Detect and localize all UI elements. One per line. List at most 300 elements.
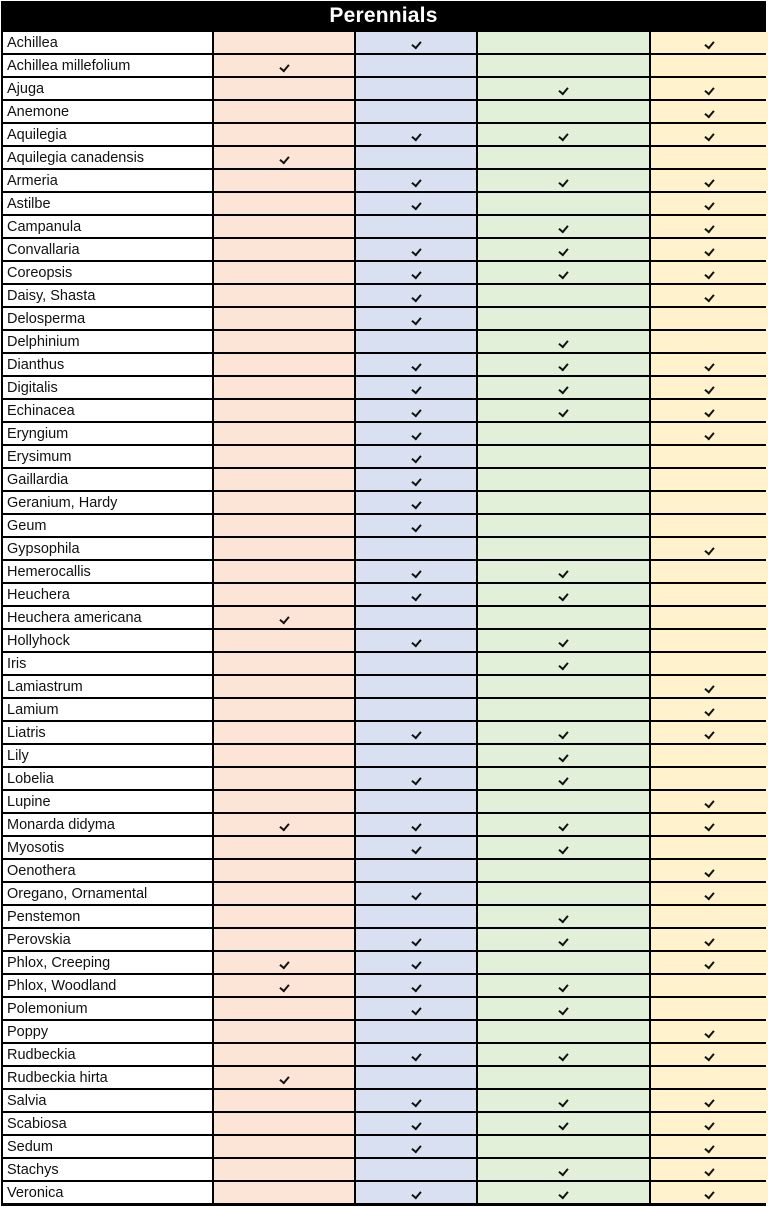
table-row <box>1 1021 766 1042</box>
check-cell-col-4 <box>651 423 768 444</box>
checkmark-icon <box>279 61 289 72</box>
table-row <box>1 101 766 122</box>
check-cell-col-3 <box>478 676 649 697</box>
check-cell-col-1 <box>214 124 354 145</box>
checkmark-icon <box>704 1119 714 1130</box>
plant-name-cell: Perovskia <box>3 929 212 950</box>
table-row <box>1 883 766 904</box>
checkmark-icon <box>279 1073 289 1084</box>
table-row <box>1 584 766 605</box>
checkmark-icon <box>558 130 568 141</box>
checkmark-icon <box>411 636 421 647</box>
checkmark-icon <box>704 820 714 831</box>
check-cell-col-4 <box>651 331 768 352</box>
table-row <box>1 32 766 53</box>
check-cell-col-3 <box>478 1090 649 1111</box>
table-row <box>1 1113 766 1134</box>
table-row <box>1 423 766 444</box>
table-row <box>1 1044 766 1065</box>
checkmark-icon <box>704 383 714 394</box>
check-cell-col-2 <box>356 377 476 398</box>
table-row <box>1 538 766 559</box>
check-cell-col-1 <box>214 32 354 53</box>
checkmark-icon <box>558 245 568 256</box>
check-cell-col-2 <box>356 952 476 973</box>
checkmark-icon <box>558 728 568 739</box>
plant-name-cell: Rudbeckia hirta <box>3 1067 212 1088</box>
plant-name-cell: Scabiosa <box>3 1113 212 1134</box>
plant-name-cell: Phlox, Woodland <box>3 975 212 996</box>
check-cell-col-3 <box>478 975 649 996</box>
plant-name-cell: Campanula <box>3 216 212 237</box>
check-cell-col-1 <box>214 1021 354 1042</box>
check-cell-col-1 <box>214 584 354 605</box>
check-cell-col-3 <box>478 883 649 904</box>
checkmark-icon <box>704 1188 714 1199</box>
table-row <box>1 1067 766 1088</box>
table-row <box>1 1182 766 1203</box>
check-cell-col-1 <box>214 400 354 421</box>
plant-name-cell: Eryngium <box>3 423 212 444</box>
checkmark-icon <box>558 636 568 647</box>
check-cell-col-3 <box>478 308 649 329</box>
table-row <box>1 239 766 260</box>
check-cell-col-1 <box>214 906 354 927</box>
checkmark-icon <box>411 176 421 187</box>
check-cell-col-2 <box>356 147 476 168</box>
table-row <box>1 952 766 973</box>
table-row <box>1 400 766 421</box>
check-cell-col-1 <box>214 860 354 881</box>
plant-name-cell: Geum <box>3 515 212 536</box>
plant-name-cell: Stachys <box>3 1159 212 1180</box>
checkmark-icon <box>704 222 714 233</box>
check-cell-col-2 <box>356 860 476 881</box>
checkmark-icon <box>558 590 568 601</box>
check-cell-col-4 <box>651 170 768 191</box>
checkmark-icon <box>704 176 714 187</box>
check-cell-col-3 <box>478 722 649 743</box>
table-row <box>1 469 766 490</box>
check-cell-col-4 <box>651 492 768 513</box>
check-cell-col-2 <box>356 1044 476 1065</box>
check-cell-col-1 <box>214 1044 354 1065</box>
plant-name-cell: Sedum <box>3 1136 212 1157</box>
table-row <box>1 837 766 858</box>
table-title: Perennials <box>1 1 766 31</box>
check-cell-col-2 <box>356 998 476 1019</box>
table-row <box>1 929 766 950</box>
table-row <box>1 814 766 835</box>
plant-name-cell: Lamium <box>3 699 212 720</box>
checkmark-icon <box>704 429 714 440</box>
checkmark-icon <box>558 843 568 854</box>
check-cell-col-4 <box>651 837 768 858</box>
check-cell-col-1 <box>214 952 354 973</box>
check-cell-col-2 <box>356 561 476 582</box>
check-cell-col-3 <box>478 239 649 260</box>
table-row <box>1 630 766 651</box>
check-cell-col-4 <box>651 1113 768 1134</box>
plant-name-cell: Salvia <box>3 1090 212 1111</box>
checkmark-icon <box>279 958 289 969</box>
table-row <box>1 722 766 743</box>
check-cell-col-3 <box>478 952 649 973</box>
check-cell-col-4 <box>651 1021 768 1042</box>
check-cell-col-3 <box>478 607 649 628</box>
checkmark-icon <box>558 176 568 187</box>
check-cell-col-1 <box>214 55 354 76</box>
check-cell-col-4 <box>651 952 768 973</box>
check-cell-col-2 <box>356 331 476 352</box>
check-cell-col-2 <box>356 354 476 375</box>
check-cell-col-1 <box>214 607 354 628</box>
check-cell-col-4 <box>651 262 768 283</box>
plant-name-cell: Delphinium <box>3 331 212 352</box>
check-cell-col-1 <box>214 239 354 260</box>
check-cell-col-1 <box>214 975 354 996</box>
checkmark-icon <box>704 130 714 141</box>
check-cell-col-3 <box>478 1021 649 1042</box>
check-cell-col-1 <box>214 814 354 835</box>
check-cell-col-4 <box>651 538 768 559</box>
check-cell-col-4 <box>651 722 768 743</box>
check-cell-col-3 <box>478 101 649 122</box>
checkmark-icon <box>411 843 421 854</box>
check-cell-col-3 <box>478 400 649 421</box>
checkmark-icon <box>411 1004 421 1015</box>
check-cell-col-2 <box>356 308 476 329</box>
check-cell-col-3 <box>478 906 649 927</box>
plant-name-cell: Aquilegia <box>3 124 212 145</box>
check-cell-col-3 <box>478 331 649 352</box>
check-cell-col-2 <box>356 1067 476 1088</box>
check-cell-col-1 <box>214 561 354 582</box>
plant-name-cell: Phlox, Creeping <box>3 952 212 973</box>
check-cell-col-1 <box>214 78 354 99</box>
check-cell-col-4 <box>651 55 768 76</box>
check-cell-col-1 <box>214 446 354 467</box>
check-cell-col-1 <box>214 538 354 559</box>
check-cell-col-4 <box>651 32 768 53</box>
check-cell-col-2 <box>356 883 476 904</box>
check-cell-col-3 <box>478 745 649 766</box>
checkmark-icon <box>558 84 568 95</box>
check-cell-col-4 <box>651 929 768 950</box>
checkmark-icon <box>411 429 421 440</box>
check-cell-col-3 <box>478 561 649 582</box>
checkmark-icon <box>411 383 421 394</box>
check-cell-col-1 <box>214 354 354 375</box>
checkmark-icon <box>558 659 568 670</box>
check-cell-col-3 <box>478 469 649 490</box>
check-cell-col-2 <box>356 1136 476 1157</box>
table-row <box>1 860 766 881</box>
check-cell-col-2 <box>356 975 476 996</box>
plant-name-cell: Anemone <box>3 101 212 122</box>
check-cell-col-1 <box>214 1182 354 1203</box>
checkmark-icon <box>558 751 568 762</box>
check-cell-col-4 <box>651 584 768 605</box>
check-cell-col-4 <box>651 239 768 260</box>
check-cell-col-1 <box>214 423 354 444</box>
check-cell-col-4 <box>651 1067 768 1088</box>
table-row <box>1 147 766 168</box>
table-row <box>1 676 766 697</box>
checkmark-icon <box>704 866 714 877</box>
plant-name-cell: Veronica <box>3 1182 212 1203</box>
check-cell-col-3 <box>478 32 649 53</box>
checkmark-icon <box>704 889 714 900</box>
check-cell-col-4 <box>651 1159 768 1180</box>
check-cell-col-4 <box>651 193 768 214</box>
check-cell-col-2 <box>356 745 476 766</box>
table-row <box>1 768 766 789</box>
checkmark-icon <box>704 406 714 417</box>
table-row <box>1 377 766 398</box>
check-cell-col-4 <box>651 377 768 398</box>
plant-name-cell: Oregano, Ornamental <box>3 883 212 904</box>
check-cell-col-3 <box>478 423 649 444</box>
check-cell-col-3 <box>478 377 649 398</box>
check-cell-col-4 <box>651 745 768 766</box>
check-cell-col-4 <box>651 860 768 881</box>
checkmark-icon <box>411 130 421 141</box>
check-cell-col-3 <box>478 354 649 375</box>
checkmark-icon <box>411 1119 421 1130</box>
table-body <box>1 32 766 1205</box>
check-cell-col-2 <box>356 170 476 191</box>
checkmark-icon <box>558 935 568 946</box>
check-cell-col-1 <box>214 929 354 950</box>
checkmark-icon <box>558 912 568 923</box>
plant-name-cell: Geranium, Hardy <box>3 492 212 513</box>
plant-name-cell: Convallaria <box>3 239 212 260</box>
checkmark-icon <box>411 590 421 601</box>
check-cell-col-4 <box>651 883 768 904</box>
checkmark-icon <box>558 1096 568 1107</box>
checkmark-icon <box>411 1188 421 1199</box>
checkmark-icon <box>411 245 421 256</box>
checkmark-icon <box>704 84 714 95</box>
checkmark-icon <box>704 268 714 279</box>
checkmark-icon <box>704 107 714 118</box>
plant-name-cell: Gaillardia <box>3 469 212 490</box>
checkmark-icon <box>704 1027 714 1038</box>
checkmark-icon <box>411 452 421 463</box>
checkmark-icon <box>411 889 421 900</box>
check-cell-col-4 <box>651 216 768 237</box>
check-cell-col-4 <box>651 354 768 375</box>
table-row <box>1 55 766 76</box>
check-cell-col-1 <box>214 676 354 697</box>
check-cell-col-3 <box>478 147 649 168</box>
plant-name-cell: Daisy, Shasta <box>3 285 212 306</box>
check-cell-col-1 <box>214 216 354 237</box>
checkmark-icon <box>558 337 568 348</box>
perennials-table <box>1 1 766 1206</box>
checkmark-icon <box>411 291 421 302</box>
checkmark-icon <box>558 981 568 992</box>
plant-name-cell: Iris <box>3 653 212 674</box>
checkmark-icon <box>279 613 289 624</box>
checkmark-icon <box>411 406 421 417</box>
table-row <box>1 78 766 99</box>
check-cell-col-4 <box>651 791 768 812</box>
plant-name-cell: Erysimum <box>3 446 212 467</box>
checkmark-icon <box>558 360 568 371</box>
check-cell-col-2 <box>356 515 476 536</box>
table-row <box>1 285 766 306</box>
check-cell-col-3 <box>478 170 649 191</box>
check-cell-col-3 <box>478 285 649 306</box>
checkmark-icon <box>279 820 289 831</box>
check-cell-col-2 <box>356 423 476 444</box>
checkmark-icon <box>558 1004 568 1015</box>
check-cell-col-4 <box>651 400 768 421</box>
check-cell-col-2 <box>356 929 476 950</box>
check-cell-col-2 <box>356 768 476 789</box>
check-cell-col-3 <box>478 791 649 812</box>
table-row <box>1 653 766 674</box>
check-cell-col-2 <box>356 699 476 720</box>
check-cell-col-3 <box>478 1067 649 1088</box>
checkmark-icon <box>704 1142 714 1153</box>
plant-name-cell: Achillea millefolium <box>3 55 212 76</box>
checkmark-icon <box>558 222 568 233</box>
plant-name-cell: Heuchera <box>3 584 212 605</box>
check-cell-col-1 <box>214 1136 354 1157</box>
table-row <box>1 308 766 329</box>
plant-name-cell: Coreopsis <box>3 262 212 283</box>
check-cell-col-1 <box>214 377 354 398</box>
check-cell-col-4 <box>651 653 768 674</box>
plant-name-cell: Hemerocallis <box>3 561 212 582</box>
check-cell-col-4 <box>651 975 768 996</box>
plant-name-cell: Achillea <box>3 32 212 53</box>
plant-name-cell: Aquilegia canadensis <box>3 147 212 168</box>
checkmark-icon <box>411 958 421 969</box>
plant-name-cell: Digitalis <box>3 377 212 398</box>
checkmark-icon <box>411 935 421 946</box>
check-cell-col-3 <box>478 768 649 789</box>
check-cell-col-1 <box>214 1113 354 1134</box>
plant-name-cell: Oenothera <box>3 860 212 881</box>
checkmark-icon <box>704 1096 714 1107</box>
check-cell-col-2 <box>356 216 476 237</box>
checkmark-icon <box>411 728 421 739</box>
check-cell-col-1 <box>214 699 354 720</box>
check-cell-col-3 <box>478 1159 649 1180</box>
check-cell-col-4 <box>651 101 768 122</box>
check-cell-col-4 <box>651 768 768 789</box>
checkmark-icon <box>411 38 421 49</box>
check-cell-col-3 <box>478 837 649 858</box>
check-cell-col-4 <box>651 561 768 582</box>
check-cell-col-2 <box>356 676 476 697</box>
plant-name-cell: Monarda didyma <box>3 814 212 835</box>
check-cell-col-2 <box>356 1182 476 1203</box>
check-cell-col-4 <box>651 1136 768 1157</box>
check-cell-col-1 <box>214 1067 354 1088</box>
check-cell-col-3 <box>478 193 649 214</box>
check-cell-col-4 <box>651 1090 768 1111</box>
plant-name-cell: Lily <box>3 745 212 766</box>
plant-name-cell: Gypsophila <box>3 538 212 559</box>
plant-name-cell: Dianthus <box>3 354 212 375</box>
table-row <box>1 515 766 536</box>
check-cell-col-3 <box>478 492 649 513</box>
check-cell-col-3 <box>478 1113 649 1134</box>
plant-name-cell: Delosperma <box>3 308 212 329</box>
table-row <box>1 262 766 283</box>
check-cell-col-3 <box>478 515 649 536</box>
check-cell-col-1 <box>214 791 354 812</box>
check-cell-col-1 <box>214 837 354 858</box>
table-row <box>1 492 766 513</box>
check-cell-col-2 <box>356 285 476 306</box>
check-cell-col-3 <box>478 124 649 145</box>
table-row <box>1 1136 766 1157</box>
checkmark-icon <box>558 1119 568 1130</box>
check-cell-col-1 <box>214 1159 354 1180</box>
checkmark-icon <box>704 935 714 946</box>
check-cell-col-2 <box>356 538 476 559</box>
check-cell-col-4 <box>651 469 768 490</box>
checkmark-icon <box>704 245 714 256</box>
check-cell-col-1 <box>214 147 354 168</box>
check-cell-col-3 <box>478 78 649 99</box>
plant-name-cell: Myosotis <box>3 837 212 858</box>
check-cell-col-1 <box>214 492 354 513</box>
check-cell-col-2 <box>356 400 476 421</box>
check-cell-col-1 <box>214 722 354 743</box>
checkmark-icon <box>411 314 421 325</box>
check-cell-col-2 <box>356 32 476 53</box>
table-row <box>1 745 766 766</box>
check-cell-col-2 <box>356 630 476 651</box>
check-cell-col-4 <box>651 998 768 1019</box>
table-row <box>1 193 766 214</box>
plant-name-cell: Poppy <box>3 1021 212 1042</box>
plant-name-cell: Astilbe <box>3 193 212 214</box>
checkmark-icon <box>558 567 568 578</box>
check-cell-col-3 <box>478 1136 649 1157</box>
check-cell-col-4 <box>651 515 768 536</box>
check-cell-col-3 <box>478 860 649 881</box>
checkmark-icon <box>411 199 421 210</box>
check-cell-col-3 <box>478 262 649 283</box>
check-cell-col-2 <box>356 55 476 76</box>
check-cell-col-3 <box>478 814 649 835</box>
check-cell-col-1 <box>214 768 354 789</box>
table-row <box>1 216 766 237</box>
check-cell-col-3 <box>478 446 649 467</box>
check-cell-col-3 <box>478 653 649 674</box>
check-cell-col-3 <box>478 1044 649 1065</box>
check-cell-col-3 <box>478 998 649 1019</box>
check-cell-col-2 <box>356 653 476 674</box>
plant-name-cell: Penstemon <box>3 906 212 927</box>
checkmark-icon <box>558 383 568 394</box>
checkmark-icon <box>704 728 714 739</box>
check-cell-col-2 <box>356 469 476 490</box>
check-cell-col-2 <box>356 607 476 628</box>
check-cell-col-2 <box>356 837 476 858</box>
check-cell-col-2 <box>356 1021 476 1042</box>
check-cell-col-1 <box>214 653 354 674</box>
checkmark-icon <box>704 38 714 49</box>
